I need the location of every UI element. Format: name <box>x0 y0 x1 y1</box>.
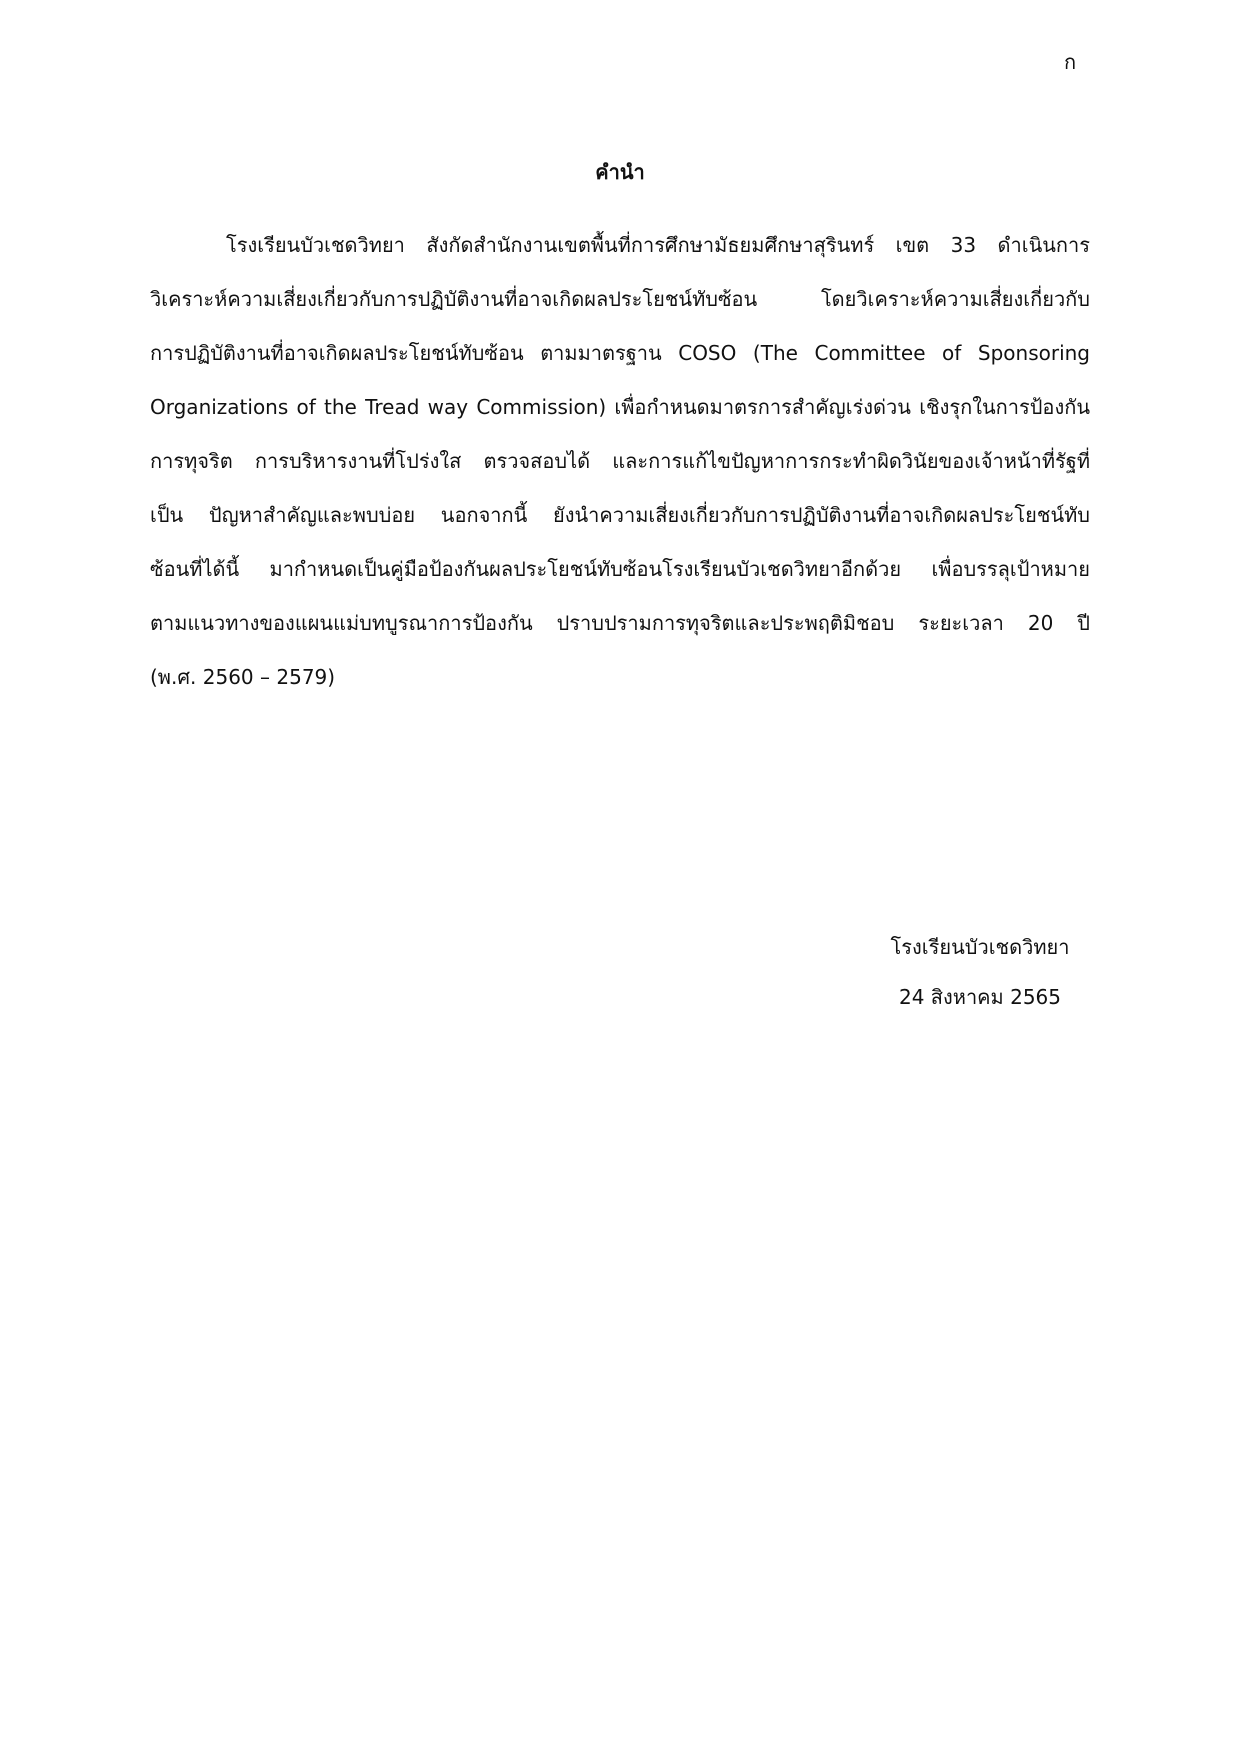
page-number: ก <box>1063 50 1077 74</box>
paragraph-line: Organizations of the Tread way Commission) เพื่อกำหนดมาตรการสำคัญเร่งด่วน เชิงรุกในการป้องกัน <box>150 395 1090 419</box>
paragraph-line: เป็น ปัญหาสำคัญและพบบ่อย นอกจากนี้ ยังนำความเสี่ยงเกี่ยวกับการปฏิบัติงานที่อาจเกิดผลประโยชน์ทับ <box>150 503 1090 527</box>
paragraph-line: การทุจริต การบริหารงานที่โปร่งใส ตรวจสอบได้ และการแก้ไขปัญหาการกระทำผิดวินัยของเจ้าหน้าที่รัฐที่ <box>150 449 1090 473</box>
paragraph-line: ตามแนวทางของแผนแม่บทบูรณาการป้องกัน ปราบปรามการทุจริตและประพฤติมิชอบ ระยะเวลา 20 ปี <box>150 611 1090 635</box>
paragraph-line: (พ.ศ. 2560 – 2579) <box>150 665 336 689</box>
paragraph-line: การปฏิบัติงานที่อาจเกิดผลประโยชน์ทับซ้อน ตามมาตรฐาน COSO (The Committee of Sponsoring <box>150 341 1090 365</box>
signature-organization: โรงเรียนบัวเชดวิทยา <box>890 935 1070 959</box>
paragraph-line: วิเคราะห์ความเสี่ยงเกี่ยวกับการปฏิบัติงานที่อาจเกิดผลประโยชน์ทับซ้อน โดยวิเคราะห์ความเสี่ยงเกี่ยวกับ <box>150 287 1090 311</box>
paragraph-line: ซ้อนที่ได้นี้ มากำหนดเป็นคู่มือป้องกันผลประโยชน์ทับซ้อนโรงเรียนบัวเชดวิทยาอีกด้วย เพื่อบรรลุเป้าหมาย <box>150 557 1090 581</box>
signature-block <box>860 930 1100 1030</box>
page-title: คำนำ <box>595 160 645 184</box>
body-paragraph <box>150 228 1090 714</box>
signature-date: 24 สิงหาคม 2565 <box>898 985 1061 1009</box>
paragraph-line: โรงเรียนบัวเชดวิทยา สังกัดสำนักงานเขตพื้นที่การศึกษามัธยมศึกษาสุรินทร์ เขต 33 ดำเนินการ <box>226 233 1090 257</box>
